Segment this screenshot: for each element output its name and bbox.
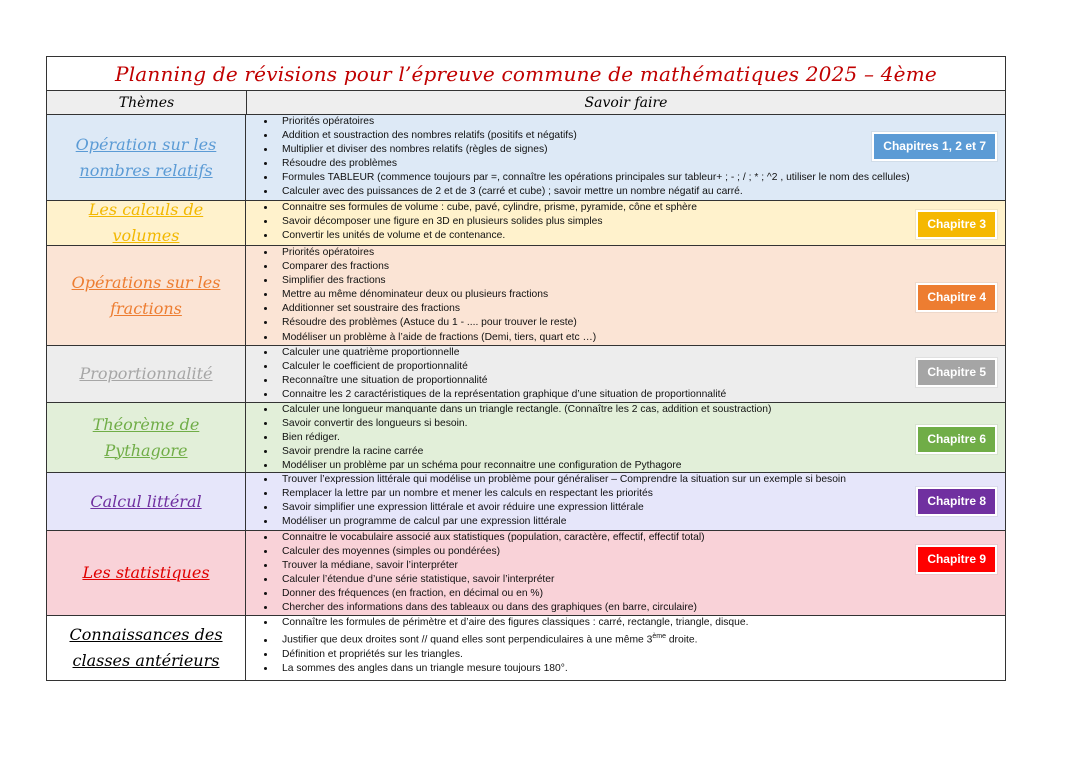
table-row-calcul-litteral	[47, 473, 1005, 531]
chapter-badge: Chapitre 9	[916, 545, 997, 574]
table-row-classes-anterieures	[47, 616, 1005, 680]
skill-item: • Reconnaître une situation de proportionnalité	[276, 374, 1005, 388]
skills-list	[254, 403, 1005, 473]
skills-list	[254, 246, 1005, 345]
skill-item: • Modéliser un problème à l’aide de fractions (Demi, tiers, quart etc …)	[276, 331, 1005, 345]
skill-item: • Résoudre des problèmes	[276, 157, 1005, 171]
skill-item: • Calculer une longueur manquante dans un triangle rectangle. (Connaître les 2 cas, addition et soustraction)	[276, 403, 1005, 417]
skill-item: • Comparer des fractions	[276, 260, 1005, 274]
theme-label: Calcul littéral	[47, 473, 246, 530]
table-row-fractions	[47, 246, 1005, 346]
skill-item: • Priorités opératoires	[276, 115, 1005, 129]
skill-item: • Simplifier des fractions	[276, 274, 1005, 288]
skill-item: • Additionner set soustraire des fractions	[276, 302, 1005, 316]
skill-item: • Modéliser un programme de calcul par une expression littérale	[276, 515, 1005, 529]
skill-item: • Calculer l’étendue d’une série statistique, savoir l’interpréter	[276, 573, 1005, 587]
theme-label: Les statistiques	[47, 531, 246, 615]
skills-list	[254, 346, 1005, 402]
skills-cell	[246, 403, 1005, 472]
skill-item: • Trouver l’expression littérale qui modélise un problème pour généraliser – Comprendre la situation sur un exemple si besoin	[276, 473, 1005, 487]
skill-item: • Connaitre les 2 caractéristiques de la représentation graphique d’une situation de proportionnalité	[276, 388, 1005, 402]
skill-item: • Calculer une quatrième proportionnelle	[276, 346, 1005, 360]
skills-cell	[246, 473, 1005, 530]
skill-item: • Mettre au même dénominateur deux ou plusieurs fractions	[276, 288, 1005, 302]
skill-item: • Donner des fréquences (en fraction, en décimal ou en %)	[276, 587, 1005, 601]
skill-item: • Connaitre le vocabulaire associé aux statistiques (population, caractère, effectif, effectif total)	[276, 531, 1005, 545]
skills-cell	[246, 531, 1005, 615]
theme-label: Opérations sur les fractions	[47, 246, 246, 345]
skill-item: • Savoir simplifier une expression littérale et avoir réduire une expression littérale	[276, 501, 1005, 515]
skill-item: • Justifier que deux droites sont // quand elles sont perpendiculaires à une même 3ème droite.	[276, 630, 1005, 648]
theme-label: Opération sur les nombres relatifs	[47, 115, 246, 200]
skills-list	[254, 201, 1005, 243]
table-header	[47, 91, 1005, 115]
skill-item: • Connaitre ses formules de volume : cube, pavé, cylindre, prisme, pyramide, cône et sphère	[276, 201, 1005, 215]
header-themes: Thèmes	[47, 91, 247, 114]
skill-item: • Trouver la médiane, savoir l’interpréter	[276, 559, 1005, 573]
chapter-badge: Chapitre 6	[916, 425, 997, 454]
chapter-badge: Chapitre 3	[916, 210, 997, 239]
chapter-badge: Chapitre 5	[916, 358, 997, 387]
skill-item: • La sommes des angles dans un triangle mesure toujours 180°.	[276, 662, 1005, 676]
skill-item: • Calculer avec des puissances de 2 et de 3 (carré et cube) ; savoir mettre un nombre négatif au carré.	[276, 185, 1005, 199]
theme-label: Connaissances des classes antérieurs	[47, 616, 246, 680]
skill-item: • Savoir convertir des longueurs si besoin.	[276, 417, 1005, 431]
chapter-badge: Chapitre 4	[916, 283, 997, 312]
skill-item: • Addition et soustraction des nombres relatifs (positifs et négatifs)	[276, 129, 1005, 143]
table-row-proportionnalite	[47, 346, 1005, 403]
skills-cell	[246, 246, 1005, 345]
skills-list	[254, 616, 1005, 676]
chapter-badge: Chapitre 8	[916, 487, 997, 516]
table-row-pythagore	[47, 403, 1005, 473]
table-body	[47, 115, 1005, 680]
table-row-volumes	[47, 201, 1005, 246]
table-row-statistiques	[47, 531, 1005, 616]
skills-cell	[246, 201, 1005, 245]
skills-list	[254, 473, 1005, 529]
chapter-badge: Chapitres 1, 2 et 7	[872, 132, 997, 161]
theme-label: Proportionnalité	[47, 346, 246, 402]
title-row	[47, 57, 1005, 91]
theme-label: Théorème de Pythagore	[47, 403, 246, 472]
skill-item: • Priorités opératoires	[276, 246, 1005, 260]
skill-item: • Convertir les unités de volume et de contenance.	[276, 229, 1005, 243]
skills-cell	[246, 115, 1005, 200]
table-row-nombres-relatifs	[47, 115, 1005, 201]
skill-item: • Résoudre des problèmes (Astuce du 1 - .... pour trouver le reste)	[276, 316, 1005, 330]
skill-item: • Connaître les formules de périmètre et d’aire des figures classiques : carré, rectangle, triangle, disque.	[276, 616, 1005, 630]
revision-planning-table	[46, 56, 1006, 681]
skills-cell	[246, 616, 1005, 680]
skill-item: • Bien rédiger.	[276, 431, 1005, 445]
header-savoir-faire: Savoir faire	[584, 94, 668, 111]
skills-cell	[246, 346, 1005, 402]
skill-item: • Calculer le coefficient de proportionnalité	[276, 360, 1005, 374]
theme-label: Les calculs de volumes	[47, 201, 246, 245]
page-title: Planning de révisions pour l’épreuve commune de mathématiques 2025 – 4ème	[115, 61, 937, 86]
skill-item: • Remplacer la lettre par un nombre et mener les calculs en respectant les priorités	[276, 487, 1005, 501]
skill-item: • Définition et propriétés sur les triangles.	[276, 648, 1005, 662]
skill-item: • Formules TABLEUR (commence toujours par =, connaître les opérations principales sur tableur+ ; - ; / ; * ; ^2 , utiliser le nom des cellules)	[276, 171, 1005, 185]
skill-item: • Chercher des informations dans des tableaux ou dans des graphiques (en barre, circulaire)	[276, 601, 1005, 615]
skill-item: • Savoir décomposer une figure en 3D en plusieurs solides plus simples	[276, 215, 1005, 229]
skill-item: • Modéliser un problème par un schéma pour reconnaitre une configuration de Pythagore	[276, 459, 1005, 473]
skill-item: • Multiplier et diviser des nombres relatifs (règles de signes)	[276, 143, 1005, 157]
skill-item: • Savoir prendre la racine carrée	[276, 445, 1005, 459]
skills-list	[254, 531, 1005, 616]
skill-item: • Calculer des moyennes (simples ou pondérées)	[276, 545, 1005, 559]
